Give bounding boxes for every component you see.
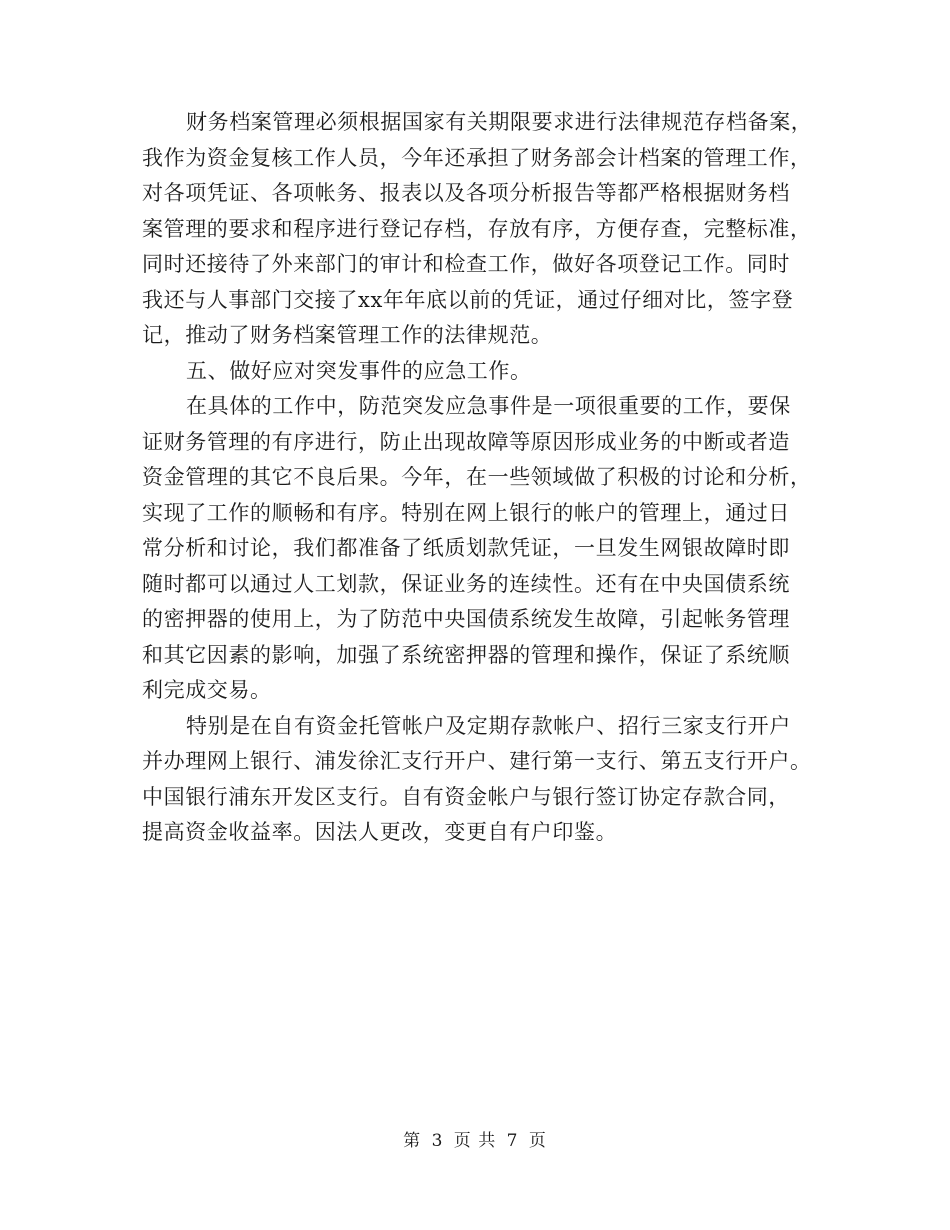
footer-current-page: 3 xyxy=(431,1131,444,1151)
text-line: 随时都可以通过人工划款，保证业务的连续性。还有在中央国债系统 xyxy=(142,571,790,596)
document-body xyxy=(142,105,812,851)
text-line: 常分析和讨论，我们都准备了纸质划款凭证，一旦发生网银故障时即 xyxy=(142,536,790,560)
text-line: 利完成交易。 xyxy=(142,678,272,702)
text-line: 的密押器的使用上，为了防范中央国债系统发生故障，引起帐务管理 xyxy=(142,607,790,631)
text-line: 并办理网上银行、浦发徐汇支行开户、建行第一支行、第五支行开户。 xyxy=(142,749,812,773)
text-line: 五、做好应对突发事件的应急工作。 xyxy=(186,358,532,383)
text-line: 中国银行浦东开发区支行。自有资金帐户与银行签订协定存款合同， xyxy=(142,784,790,809)
text-line: 我作为资金复核工作人员，今年还承担了财务部会计档案的管理工作， xyxy=(142,145,812,170)
footer-prefix: 第 xyxy=(403,1131,422,1151)
text-line: 在具体的工作中，防范突发应急事件是一项很重要的工作，要保 xyxy=(186,394,791,418)
text-line: 提高资金收益率。因法人更改，变更自有户印鉴。 xyxy=(142,820,618,844)
page-footer xyxy=(0,1126,950,1151)
footer-middle: 页 共 xyxy=(453,1131,497,1151)
footer-suffix: 页 xyxy=(528,1131,547,1151)
text-line: 证财务管理的有序进行，防止出现故障等原因形成业务的中断或者造 xyxy=(142,429,790,454)
text-line: 同时还接待了外来部门的审计和检查工作，做好各项登记工作。同时 xyxy=(142,252,790,276)
footer-total-pages: 7 xyxy=(506,1131,519,1151)
text-line: 财务档案管理必须根据国家有关期限要求进行法律规范存档备案， xyxy=(186,110,813,134)
text-line: 资金管理的其它不良后果。今年，在一些领域做了积极的讨论和分析， xyxy=(142,465,812,489)
text-line: 记，推动了财务档案管理工作的法律规范。 xyxy=(142,323,553,347)
text-line: 实现了工作的顺畅和有序。特别在网上银行的帐户的管理上，通过日 xyxy=(142,500,790,525)
text-line: 特别是在自有资金托管帐户及定期存款帐户、招行三家支行开户 xyxy=(186,713,791,738)
text-line: 案管理的要求和程序进行登记存档，存放有序，方便存查，完整标准， xyxy=(142,216,812,241)
text-line: 对各项凭证、各项帐务、报表以及各项分析报告等都严格根据财务档 xyxy=(142,181,790,205)
text-line: 和其它因素的影响，加强了系统密押器的管理和操作，保证了系统顺 xyxy=(142,642,790,667)
text-line: 我还与人事部门交接了xx年年底以前的凭证，通过仔细对比，签字登 xyxy=(142,287,794,312)
